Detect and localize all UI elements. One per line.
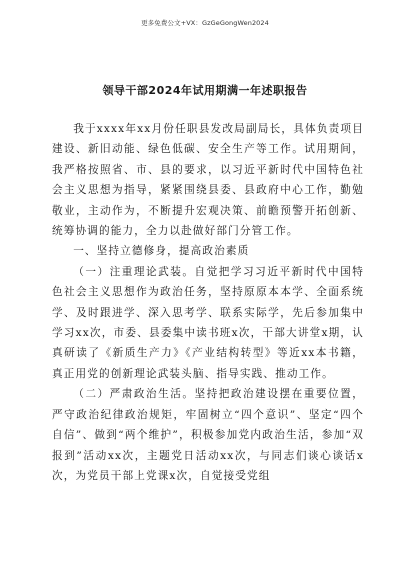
header-note: 更多免费公文+VX：GzGeGongWen2024 bbox=[141, 19, 269, 27]
paragraph-theory: （一）注重理论武装。自觉把学习习近平新时代中国特色社会主义思想作为政治任务，坚持原原本本学、全面系统学、及时跟进学、深入思考学、联系实际学，先后参加集中学习xx次，市委、县委集中读书班x次，干部大讲堂x期，认真研读了《新质生产力》《产业结构转型》等近xx本书籍，真正用党的创新理论武装头脑、指导实践、推动工作。 bbox=[52, 265, 364, 380]
page-title: 领导干部2024年试用期满一年述职报告 bbox=[102, 84, 308, 97]
document-body bbox=[52, 119, 364, 486]
paragraph-political-life: （二）严肃政治生活。坚持把政治建设摆在重要位置，严守政治纪律政治规矩，牢固树立“四个意识”、坚定“四个自信”、做到“两个维护”，积极参加党内政治生活，参加“双报到”活动xx次，主题党日活动xx次，与同志们谈心谈话x次，为党员干部上党课x次，自觉接受党组 bbox=[52, 388, 364, 482]
paragraph-intro: 我于xxxx年xx月份任职县发改局副局长，具体负责项目建设、新旧动能、绿色低碳、安全生产等工作。试用期间，我严格按照省、市、县的要求，以习近平新时代中国特色社会主义思想为指导，紧紧围绕县委、县政府中心工作，勤勉敬业，主动作为，不断提升宏观决策、前瞻预警开拓创新、统筹协调的能力，全力以赴做好部门分管工作。 bbox=[52, 123, 364, 238]
section-heading-1: 一、坚持立德修身，提高政治素质 bbox=[73, 245, 250, 258]
